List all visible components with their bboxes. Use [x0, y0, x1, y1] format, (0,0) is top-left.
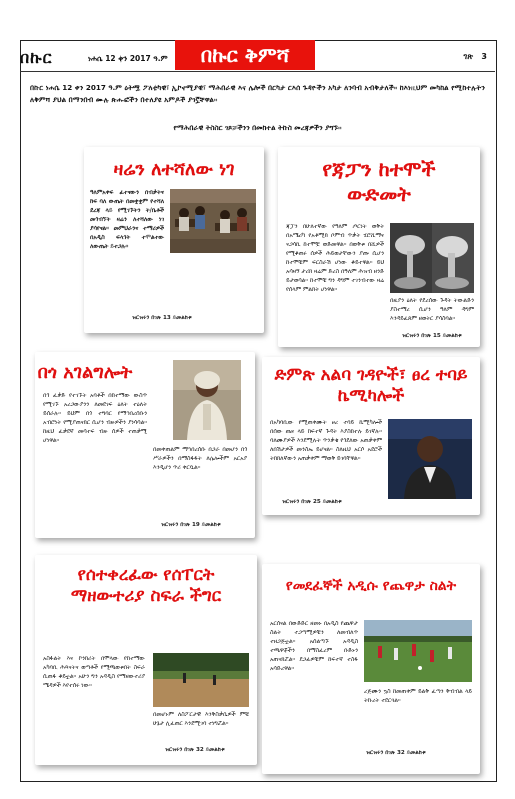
article-card-3[interactable]	[35, 352, 255, 538]
article-text: በጎ ፈቃድ የተገኙት አባቶች በከተማው ውስጥ የሚገኙ አረጋውያንን ለመደገፍ ዕለት ተዕለት ይሰራሉ፡፡ ይህም በጎ ተግባር የማኅበረሰቡን አብሮነት የሚያጠናክር ሲሆን ብዙዎችን ያነሳሳል፡፡ ከዚህ ፈቃደኛ መሳተፍ ብዙ ሰዎች ተጠቃሚ ሆነዋል፡፡	[43, 393, 147, 444]
article-text: በአካባቢው የሚጠቀሙት ፀረ ተባይ ኬሚካሎች በሰው ጤና ላይ ከፍተኛ ጉዳት እያስከተሉ ይገኛሉ፡፡ ባለሙያዎች እንደሚሉት ጥንቃቄ የጎደለው አጠቃቀም ለበሽታዎች መንስኤ ይሆናል፡፡ ስለዚህ አርሶ አደሮች ትክክለኛውን አጠቃቀም ማወቅ ይገባቸዋል፡፡	[270, 420, 382, 462]
article-card-5[interactable]	[35, 555, 257, 765]
page-number	[464, 52, 487, 62]
expert-portrait-image	[388, 419, 472, 499]
article-text: አርሰናል በውድድር ዘመኑ በአዲስ የጨዋታ ስልት ተጋጣሚዎቹን ለመብለጥ ተዘጋጅቷል፡፡ አሰልጣኙ አዳዲስ ተጫዋቾችን በማስፈረም ቡድኑን አጠናክሯል፡፡ ደጋፊዎቹም ከፍተኛ ተስፋ አሳድረዋል፡፡	[270, 621, 358, 672]
elder-photo	[173, 360, 241, 440]
mushroom-cloud-image	[390, 223, 474, 293]
article-card-1[interactable]	[84, 147, 264, 333]
masthead-brand: በኩር	[20, 48, 53, 67]
elder-portrait-image	[173, 360, 241, 440]
article-text-secondary: በመሆኑም ለስፖርታዊ እንቅስቃሴዎች ምቹ ሁኔታ ሊፈጠር እንደሚገባ ተነግሯል፡፡	[153, 712, 249, 727]
field-image	[153, 653, 249, 707]
article-title: በጎ አገልግሎት	[37, 362, 133, 383]
football-photo	[364, 620, 472, 682]
expert-photo	[388, 419, 472, 499]
article-title: ዛሬን ለተሻለው ነገ	[113, 159, 235, 180]
article-title: የጃፓን ከተሞች ውድመት	[322, 157, 436, 206]
football-training-image	[364, 620, 472, 682]
page-reference: ዝርዝሩን በገጽ 15 ይመልከቱ	[402, 333, 462, 339]
article-text: አስፋልት እና ኮንክሪት በሞላው የከተማው አካባቢ ሕጻናትና ወጣቶች የሚጫወቱበት ስፍራ ሲጠፋ ቆይቷል፡፡ አሁን ግን አዳዲስ የማዘውተሪያ ሜዳዎች እየተሰሩ ነው፡፡	[43, 656, 145, 689]
field-photo	[153, 653, 249, 707]
intro-lead: በኩር ነሐሴ 12 ቀን 2017 ዓ.ም ዕትሟ ፖለቲካዊ፣ ኢኮኖሚያዊ፣ ማሕበራዊ እና ሌሎች በርካታ ርእሰ ጉዳዮችን አካታ ለንባብ አብቅታለች፡፡ ከእነዚህም መካከል የሚከተሉትን ለቅምሻ ያህል በማንበብ ሙሉ ጽሑፎችን በተለያዩ አምዶች ያገኟቸዋል፡፡	[30, 83, 485, 104]
page-reference: ዝርዝሩን በገጽ 13 ይመልከቱ	[132, 315, 192, 321]
article-card-4[interactable]	[262, 357, 480, 515]
article-title: የመደፈኞች አዲሱ የጨዋታ ስልት	[285, 578, 457, 594]
article-text-secondary: በዚያን ዕለት የደረሰው ጉዳት ትውልድን ያስተማረ ሲሆን ዓለም ዳግም እንዳይፈጸም ዘወትር ያሳስባል፡፡	[390, 298, 474, 322]
classroom-photo	[170, 189, 256, 253]
article-title: የሰተቀረፈው የሰፐርት ማዘውተሪያ ስፍራ ችግር	[70, 565, 222, 607]
article-card-2[interactable]	[278, 147, 480, 347]
issue-date: ነሐሴ 12 ቀን 2017 ዓ.ም	[88, 54, 168, 63]
classroom-image	[170, 189, 256, 253]
page-reference: ዝርዝሩን በገጽ 32 ይመልከቱ	[165, 747, 225, 753]
page-reference: ዝርዝሩን በገጽ 32 ይመልከቱ	[366, 750, 426, 756]
page-number-value: 3	[481, 52, 487, 61]
page-reference: ዝርዝሩን በገጽ 25 ይመልከቱ	[282, 499, 342, 505]
masthead-divider	[20, 71, 495, 72]
article-title: ድምጽ አልባ ገዳዮች፣ ፀረ ተባይ ኬሚካሎች	[274, 365, 468, 407]
article-text-secondary: ረጅሙን ኳስ ከመጠቀም ይልቅ ፈጣን ቅብብል ላይ ትኩረት ተደርጓል፡፡	[364, 689, 472, 704]
mushroom-cloud-photo	[390, 223, 474, 293]
article-text: ዓለምአቀፍ ፈተናውን በብቃትና ከፍ ባለ ውጤት በመቋቋም የተሻለ ደረጃ ላይ የሚገኙትን ት/ቤቶች መጎብኘት ዛሬን ለተሻለው ነገ ያሳየናል፡፡ መምህራንና ተማሪዎች በአዲስ ፍላጎት ተሞልተው ለውጤት ይተጋሉ፡፡	[90, 190, 164, 250]
page-reference: ዝርዝሩን በገጽ 19 ይመልከቱ	[161, 522, 221, 528]
section-title-badge: በኩር ቅምሻ	[175, 40, 315, 70]
article-text: ጃፓን በሁለተኛው የዓለም ጦርነት ወቅት በአሜሪካ የአቶሚክ ቦምብ ጥቃት ሂሮሺማና ናጋሳኪ ከተሞቿ ወድመዋል፡፡ በወቅቱ በሺዎች የሚቆጠሩ ሰዎች ሕይወታቸውን ያጡ ሲሆን ከተሞቹም ፍርስራሽ ሆነው ቆይተዋል፡፡ ይህ አሳዛኝ ታሪክ ዛሬም ድረስ በዓለም ሕዝብ ዘንድ ይታወሳል፡፡ ከተሞቹ ግን ዳግም ተገንብተው ዛሬ የሰላም ምልክት ሆነዋል፡፡	[286, 224, 384, 293]
intro-sub: የማሕበራዊ ትስስር ገጾቻችንን በመከተል ትኩስ መረጃዎችን ያግኙ፡፡	[173, 124, 342, 132]
article-text-secondary: በመቀጠልም ማኅበረሰቡ በጋራ በመሆን በጎ ሥራዎችን በማስፋፋት ለሌሎችም አርአያ እንዲሆን ጥሪ ቀርቧል፡፡	[153, 447, 247, 471]
article-card-6[interactable]	[262, 564, 480, 774]
page-label: ገጽ	[463, 52, 474, 61]
